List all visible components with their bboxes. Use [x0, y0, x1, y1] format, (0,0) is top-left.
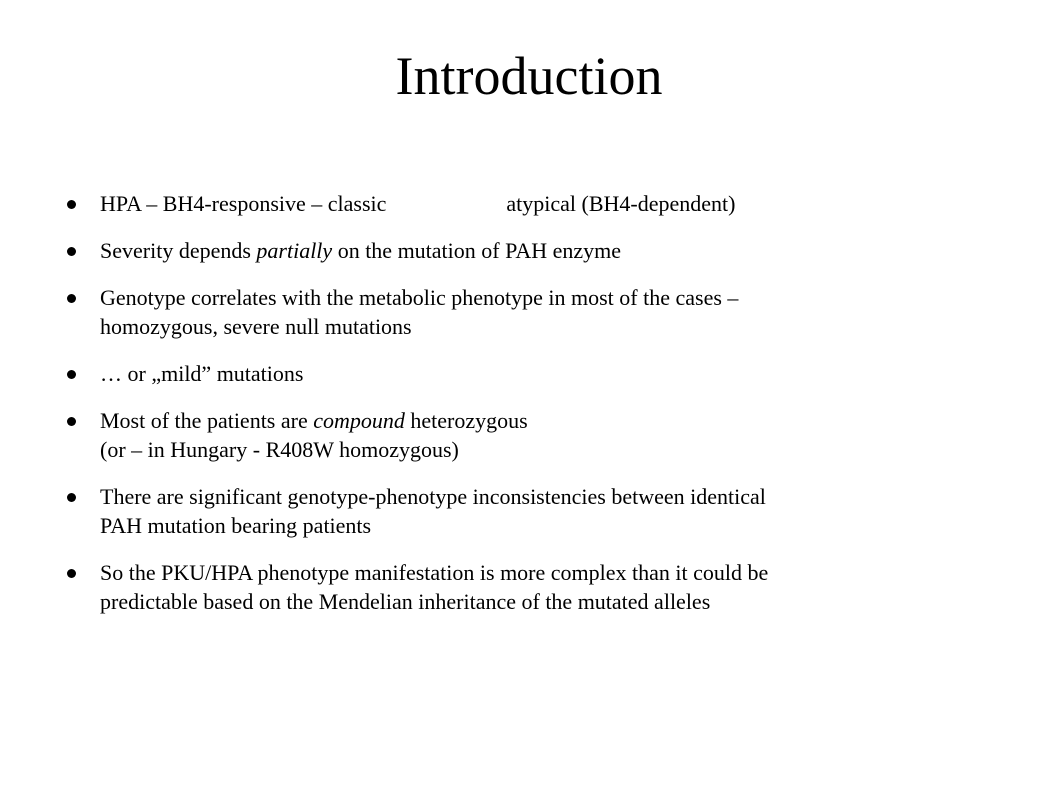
bullet-dot-icon	[67, 200, 76, 209]
bullet-item	[65, 482, 1025, 540]
bullet-line: Genotype correlates with the metabolic phenotype in most of the cases –	[100, 285, 739, 310]
bullet-item	[65, 359, 1025, 388]
bullet-item	[65, 189, 1025, 218]
bullet-text-hpa: HPA – BH4-responsive – classic	[100, 191, 387, 216]
bullet-emphasis: compound	[313, 408, 405, 433]
bullet-text: on the mutation of PAH enzyme	[332, 238, 622, 263]
bullet-text: … or „mild” mutations	[100, 361, 304, 386]
bullet-item	[65, 558, 1025, 616]
bullet-list	[65, 189, 1025, 634]
bullet-line	[100, 406, 1025, 435]
bullet-line: PAH mutation bearing patients	[100, 513, 372, 538]
bullet-line: predictable based on the Mendelian inheritance of the mutated alleles	[100, 589, 711, 614]
bullet-item	[65, 236, 1025, 265]
bullet-item	[65, 283, 1025, 341]
bullet-dot-icon	[67, 247, 76, 256]
bullet-text: heterozygous	[404, 408, 528, 433]
bullet-text-atypical: atypical (BH4-dependent)	[506, 191, 736, 216]
bullet-line: So the PKU/HPA phenotype manifestation is more complex than it could be	[100, 560, 769, 585]
bullet-dot-icon	[67, 370, 76, 379]
bullet-dot-icon	[67, 569, 76, 578]
bullet-emphasis: partially	[256, 238, 333, 263]
bullet-line: There are significant genotype-phenotype inconsistencies between identical	[100, 484, 766, 509]
bullet-line: homozygous, severe null mutations	[100, 314, 412, 339]
bullet-dot-icon	[67, 417, 76, 426]
bullet-dot-icon	[67, 493, 76, 502]
slide-title: Introduction	[395, 46, 663, 106]
bullet-dot-icon	[67, 294, 76, 303]
bullet-text: Severity depends	[100, 238, 257, 263]
bullet-text: Most of the patients are	[100, 408, 314, 433]
bullet-line: (or – in Hungary - R408W homozygous)	[100, 437, 459, 462]
bullet-item	[65, 406, 1025, 464]
